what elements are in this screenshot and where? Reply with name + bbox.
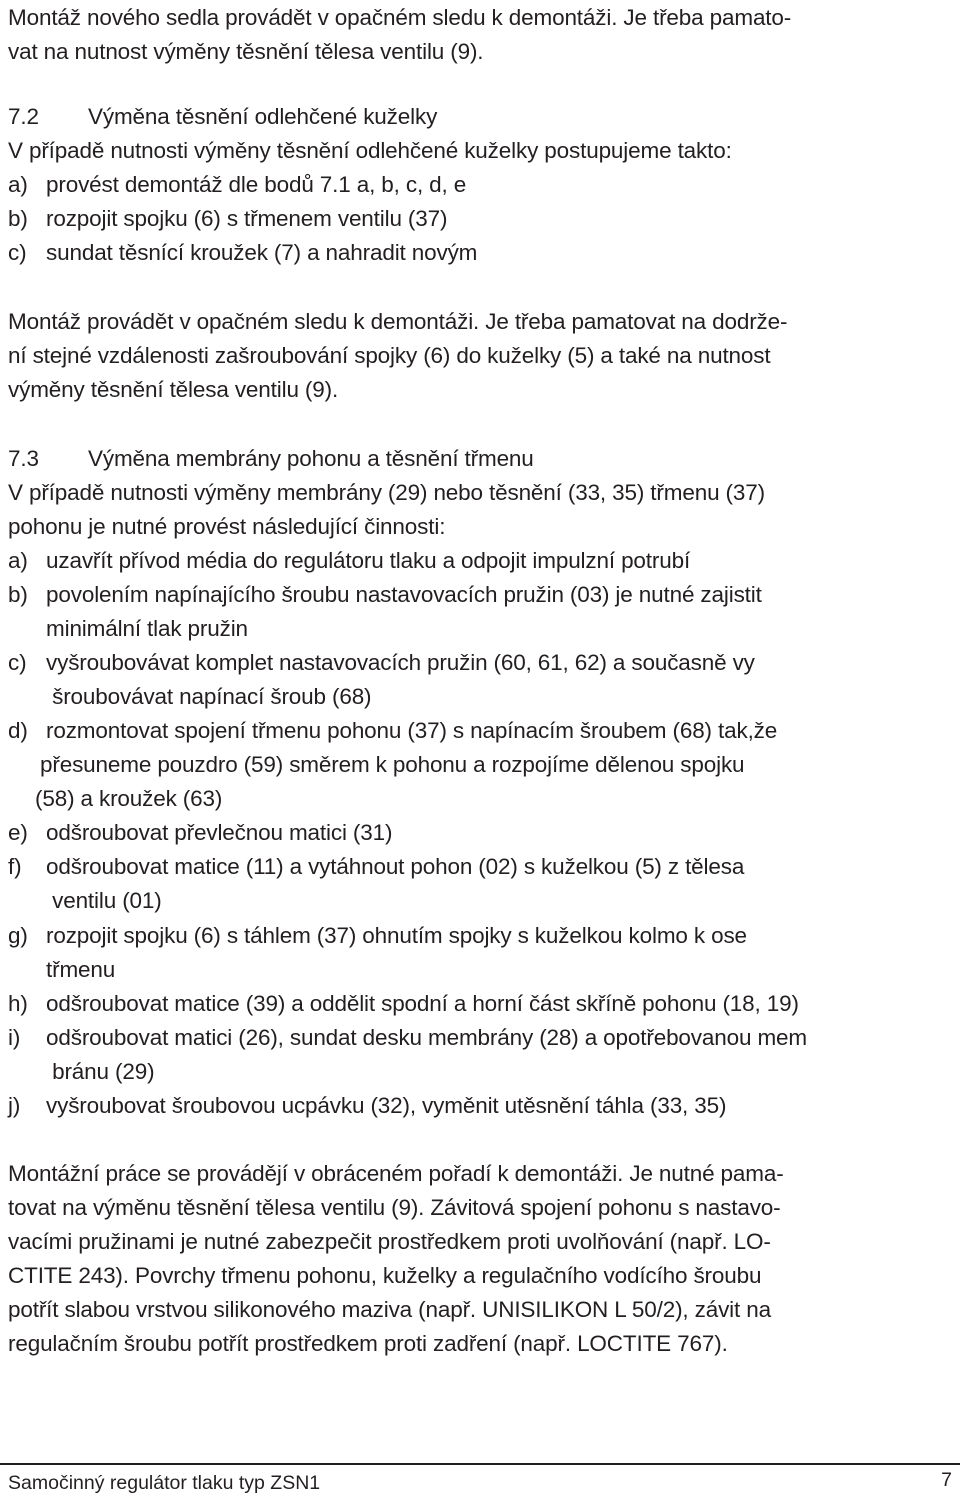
section-7-3-heading bbox=[8, 444, 534, 474]
section-7-2-note-line-3: výměny těsnění tělesa ventilu (9). bbox=[8, 377, 339, 402]
footer-title: Samočinný regulátor tlaku typ ZSN1 bbox=[8, 1472, 321, 1494]
closing-line-6: regulačním šroubu potřít prostředkem proti zadření (např. LOCTITE 767). bbox=[8, 1331, 728, 1356]
section-7-3-step-c-cont bbox=[8, 682, 371, 712]
closing-line-3: vacími pružinami je nutné zabezpečit prostředkem proti uvolňování (např. LO- bbox=[8, 1229, 771, 1254]
step-text: odšroubovat matice (11) a vytáhnout pohon (02) s kuželkou (5) z tělesa bbox=[46, 854, 745, 879]
section-7-2-step-b bbox=[8, 204, 447, 234]
section-7-2-note-line-2: ní stejné vzdálenosti zašroubování spojky (6) do kuželky (5) a také na nutnost bbox=[8, 343, 771, 368]
step-label: i) bbox=[8, 1025, 21, 1050]
section-7-3-step-i-cont bbox=[8, 1057, 154, 1087]
section-7-2-step-c bbox=[8, 238, 477, 268]
section-7-3-step-e bbox=[8, 818, 392, 848]
section-7-3-step-b bbox=[8, 580, 762, 610]
step-label: g) bbox=[8, 923, 28, 948]
section-title: Výměna membrány pohonu a těsnění třmenu bbox=[88, 446, 534, 471]
section-7-2-step-a bbox=[8, 170, 466, 200]
page-number: 7 bbox=[941, 1469, 952, 1491]
section-7-3-step-a bbox=[8, 546, 690, 576]
step-text: odšroubovat převlečnou matici (31) bbox=[46, 820, 393, 845]
section-7-3-step-c bbox=[8, 648, 755, 678]
step-label: b) bbox=[8, 206, 28, 231]
step-label: a) bbox=[8, 172, 28, 197]
step-label: e) bbox=[8, 820, 28, 845]
closing-line-4: CTITE 243). Povrchy třmenu pohonu, kuželky a regulačního vodícího šroubu bbox=[8, 1263, 762, 1288]
step-label: j) bbox=[8, 1093, 21, 1118]
step-text: přesuneme pouzdro (59) směrem k pohonu a rozpojíme dělenou spojku bbox=[40, 752, 745, 777]
section-7-3-step-d bbox=[8, 716, 777, 746]
section-7-3-lead-line-2: pohonu je nutné provést následující činnosti: bbox=[8, 514, 446, 539]
step-text: rozpojit spojku (6) s třmenem ventilu (37) bbox=[46, 206, 448, 231]
section-7-3-step-b-cont bbox=[8, 614, 248, 644]
step-text: sundat těsnící kroužek (7) a nahradit novým bbox=[46, 240, 478, 265]
step-text: rozpojit spojku (6) s táhlem (37) ohnutím spojky s kuželkou kolmo k ose bbox=[46, 923, 747, 948]
section-7-3-step-h bbox=[8, 989, 799, 1019]
step-label: h) bbox=[8, 991, 28, 1016]
step-text: bránu (29) bbox=[46, 1059, 155, 1084]
section-7-2-heading bbox=[8, 102, 437, 132]
section-7-3-step-i bbox=[8, 1023, 807, 1053]
step-text: rozmontovat spojení třmenu pohonu (37) s napínacím šroubem (68) tak,že bbox=[46, 718, 778, 743]
section-7-3-step-g-cont bbox=[8, 955, 115, 985]
closing-line-1: Montážní práce se provádějí v obráceném pořadí k demontáži. Je nutné pama- bbox=[8, 1161, 784, 1186]
section-7-3-step-d-cont-2 bbox=[8, 784, 222, 814]
section-7-2-lead: V případě nutnosti výměny těsnění odlehčené kuželky postupujeme takto: bbox=[8, 138, 732, 163]
step-label: d) bbox=[8, 718, 28, 743]
step-text: třmenu bbox=[46, 957, 116, 982]
section-7-3-step-f bbox=[8, 852, 744, 882]
section-number: 7.3 bbox=[8, 446, 39, 471]
step-text: vyšroubovávat komplet nastavovacích pružin (60, 61, 62) a současně vy bbox=[46, 650, 755, 675]
step-text: ventilu (01) bbox=[46, 888, 162, 913]
section-7-3-step-g bbox=[8, 921, 747, 951]
section-title: Výměna těsnění odlehčené kuželky bbox=[88, 104, 438, 129]
step-text: šroubovávat napínací šroub (68) bbox=[46, 684, 372, 709]
step-label: c) bbox=[8, 240, 27, 265]
section-7-3-step-f-cont bbox=[8, 886, 162, 916]
step-text: (58) a kroužek (63) bbox=[35, 786, 223, 811]
section-7-3-step-j bbox=[8, 1091, 726, 1121]
step-text: povolením napínajícího šroubu nastavovacích pružin (03) je nutné zajistit bbox=[46, 582, 762, 607]
step-label: b) bbox=[8, 582, 28, 607]
step-text: vyšroubovat šroubovou ucpávku (32), vyměnit utěsnění táhla (33, 35) bbox=[46, 1093, 727, 1118]
step-label: f) bbox=[8, 854, 22, 879]
footer-divider bbox=[0, 1463, 960, 1465]
section-number: 7.2 bbox=[8, 104, 39, 129]
intro-line-1: Montáž nového sedla provádět v opačném sledu k demontáži. Je třeba pamato- bbox=[8, 5, 792, 30]
step-text: odšroubovat matici (26), sundat desku membrány (28) a opotřebovanou mem bbox=[46, 1025, 807, 1050]
section-7-3-step-d-cont-1 bbox=[8, 750, 744, 780]
intro-line-2: vat na nutnost výměny těsnění tělesa ventilu (9). bbox=[8, 39, 484, 64]
step-text: minimální tlak pružin bbox=[46, 616, 248, 641]
step-text: uzavřít přívod média do regulátoru tlaku a odpojit impulzní potrubí bbox=[46, 548, 691, 573]
closing-line-2: tovat na výměnu těsnění tělesa ventilu (9). Závitová spojení pohonu s nastavo- bbox=[8, 1195, 781, 1220]
section-7-3-lead-line-1: V případě nutnosti výměny membrány (29) nebo těsnění (33, 35) třmenu (37) bbox=[8, 480, 765, 505]
section-7-2-note-line-1: Montáž provádět v opačném sledu k demontáži. Je třeba pamatovat na dodrže- bbox=[8, 309, 788, 334]
step-label: c) bbox=[8, 650, 27, 675]
step-text: provést demontáž dle bodů 7.1 a, b, c, d, e bbox=[46, 172, 467, 197]
step-text: odšroubovat matice (39) a oddělit spodní a horní část skříně pohonu (18, 19) bbox=[46, 991, 799, 1016]
step-label: a) bbox=[8, 548, 28, 573]
closing-line-5: potřít slabou vrstvou silikonového maziva (např. UNISILIKON L 50/2), závit na bbox=[8, 1297, 771, 1322]
